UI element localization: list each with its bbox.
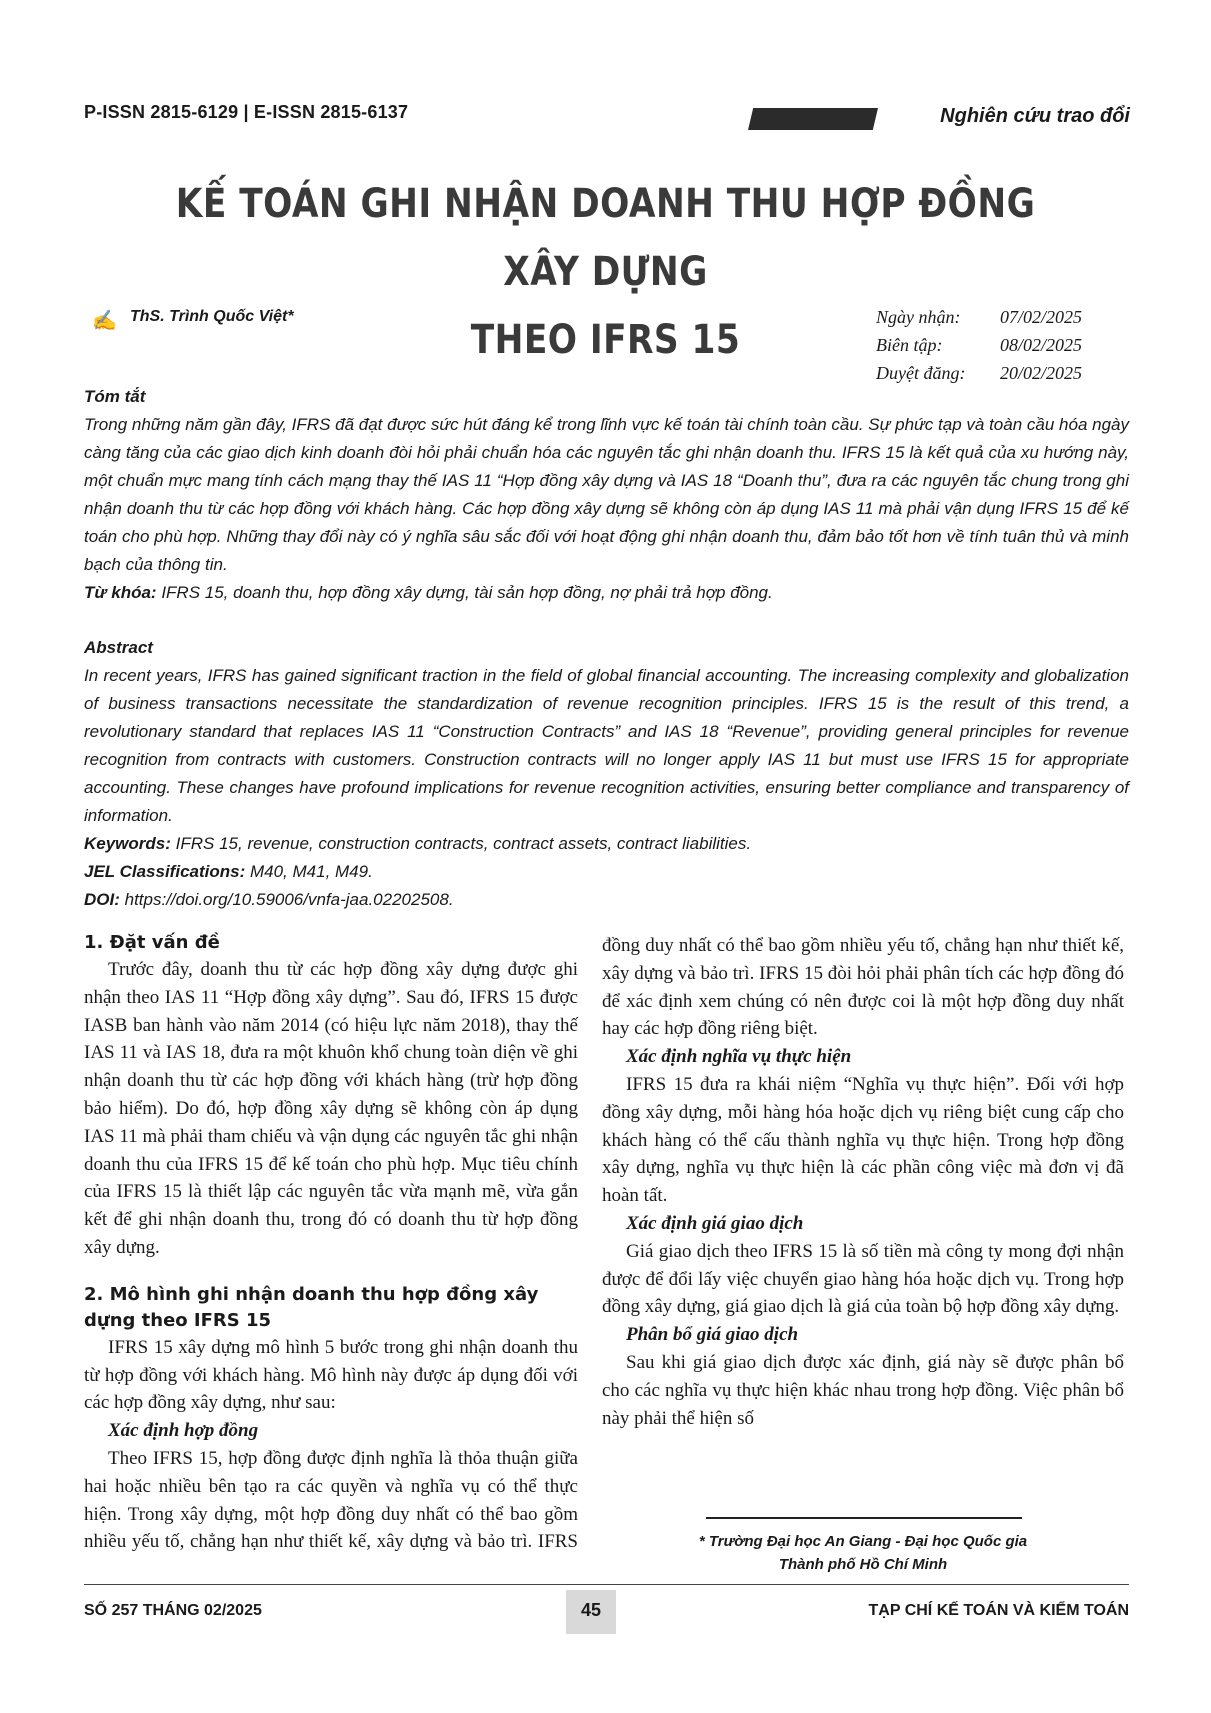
section-label: Nghiên cứu trao đổi <box>940 105 1130 127</box>
section-2-heading: 2. Mô hình ghi nhận doanh thu hợp đồng xây dựng theo IFRS 15 <box>84 1283 539 1331</box>
summary-section <box>84 383 1129 607</box>
doi-link[interactable]: https://doi.org/10.59006/vnfa-jaa.02202508. <box>124 890 454 909</box>
footnote-rule <box>706 1517 1022 1519</box>
body-column-left <box>84 930 578 1556</box>
title-line-2: THEO IFRS 15 <box>470 317 741 363</box>
summary-keywords: Từ khóa: IFRS 15, doanh thu, hợp đồng xây dựng, tài sản hợp đồng, nợ phải trả hợp đồng. <box>84 583 773 602</box>
issue-number: SỐ 257 THÁNG 02/2025 <box>84 1602 262 1619</box>
date-received: Ngày nhận: 07/02/2025 <box>876 307 1083 327</box>
paragraph-contract-continued: đồng duy nhất có thể bao gồm nhiều yếu tố, chẳng hạn như thiết kế, xây dựng và bảo trì. IFRS 15 đòi hỏi phải phân tích các hợp đồng đó để xác định xem chúng có nên được coi là một hợp đồng duy nhất hay các hợp đồng riêng biệt. <box>602 935 1124 1040</box>
subheading-performance-obligations: Xác định nghĩa vụ thực hiện <box>626 1046 852 1068</box>
abstract-heading: Abstract <box>84 638 153 657</box>
abstract-text: In recent years, IFRS has gained significant traction in the field of global financial accounting. The increasing complexity and globalization of business transactions necessitate the standardization of revenue recognition principles. IFRS 15 is the result of this trend, a revolutionary standard that replaces IAS 11 “Construction Contracts” and IAS 18 “Revenue”, providing general principles for revenue recognition from contracts with customers. Construction contracts will no longer apply IAS 11 but must use IFRS 15 for appropriate accounting. These changes have profound implications for revenue recognition activities, ensuring better compliance and transparency of information. <box>84 666 1129 825</box>
summary-text: Trong những năm gần đây, IFRS đã đạt được sức hút đáng kể trong lĩnh vực kế toán tài chính toàn cầu. Sự phức tạp và toàn cầu hóa ngày càng tăng của các giao dịch kinh doanh đòi hỏi phải chuẩn hóa các nguyên tắc ghi nhận doanh thu. IFRS 15 là kết quả của xu hướng này, một chuẩn mực mang tính cách mạng thay thế IAS 11 “Hợp đồng xây dựng và IAS 18 “Doanh thu”, đưa ra các nguyên tắc chung trong ghi nhận doanh thu từ các hợp đồng với khách hàng. Các hợp đồng xây dựng sẽ không còn áp dụng IAS 11 mà phải vận dụng IFRS 15 để kế toán cho phù hợp. Những thay đổi này có ý nghĩa sâu sắc đối với hoạt động ghi nhận doanh thu, đảm bảo tốt hơn về tính tuân thủ và minh bạch của thông tin. <box>84 415 1129 574</box>
subheading-transaction-price: Xác định giá giao dịch <box>626 1212 804 1234</box>
subheading-identify-contract: Xác định hợp đồng <box>108 1420 259 1442</box>
pen-icon: ✍ <box>92 310 117 332</box>
author-name: ThS. Trình Quốc Việt* <box>130 308 294 325</box>
footer-rule <box>84 1584 1129 1585</box>
paragraph-identify-contract: Theo IFRS 15, hợp đồng được định nghĩa là thỏa thuận giữa hai hoặc nhiều bên tạo ra các quyền và nghĩa vụ có thể thực hiện. Trong xây dựng, một hợp đồng duy nhất có thể bao gồm nhiều yếu tố, chẳng hạn như thiết kế, xây dựng và bảo trì. IFRS <box>84 1447 578 1553</box>
date-approved: Duyệt đăng: 20/02/2025 <box>876 363 1083 383</box>
paragraph-transaction-price: Giá giao dịch theo IFRS 15 là số tiền mà công ty mong đợi nhận được để đổi lấy việc chuyển giao hàng hóa hoặc dịch vụ. Trong hợp đồng xây dựng, giá giao dịch là giá của toàn bộ hợp đồng xây dựng. <box>602 1240 1124 1318</box>
header-accent-bar <box>748 108 878 130</box>
subheading-allocate-price: Phân bổ giá giao dịch <box>626 1324 799 1346</box>
jel-classifications: JEL Classifications: M40, M41, M49. <box>84 862 373 881</box>
doi-line: DOI: https://doi.org/10.59006/vnfa-jaa.02202508. <box>84 890 454 909</box>
section-1-paragraph: Trước đây, doanh thu từ các hợp đồng xây dựng được ghi nhận theo IAS 11 “Hợp đồng xây dựng”. Sau đó, IFRS 15 được IASB ban hành vào năm 2014 (có hiệu lực năm 2018), thay thế IAS 11 và IAS 18, đưa ra một khuôn khổ chung toàn diện về ghi nhận doanh thu từ các hợp đồng với khách hàng (trừ hợp đồng bảo hiểm). Do đó, hợp đồng xây dựng sẽ không còn áp dụng IAS 11 mà phải tham chiếu và vận dụng các nguyên tắc ghi nhận doanh thu của IFRS 15 để kế toán cho phù hợp. Mục tiêu chính của IFRS 15 là thiết lập các nguyên tắc vừa mạnh mẽ, vừa gắn kết để ghi nhận doanh thu, trong đó có doanh thu từ hợp đồng xây dựng. <box>84 959 578 1258</box>
author-affiliation-footnote: * Trường Đại học An Giang - Đại học Quốc gia Thành phố Hồ Chí Minh <box>698 1533 1028 1573</box>
article-dates <box>876 303 1082 387</box>
paragraph-allocate-price: Sau khi giá giao dịch được xác định, giá này sẽ được phân bổ cho các nghĩa vụ thực hiện khác nhau trong hợp đồng. Việc phân bổ này phải thể hiện số <box>602 1351 1124 1429</box>
summary-heading: Tóm tắt <box>84 387 146 406</box>
abstract-keywords: Keywords: IFRS 15, revenue, construction contracts, contract assets, contract liabilities. <box>84 834 752 853</box>
journal-name: TẠP CHÍ KẾ TOÁN VÀ KIỂM TOÁN <box>868 1602 1129 1619</box>
paragraph-performance-obligations: IFRS 15 đưa ra khái niệm “Nghĩa vụ thực hiện”. Đối với hợp đồng xây dựng, mỗi hàng hóa hoặc dịch vụ riêng biệt cung cấp cho khách hàng có thể cấu thành nghĩa vụ thực hiện. Trong hợp đồng xây dựng, nghĩa vụ thực hiện là các phần công việc mà đơn vị đã hoàn tất. <box>602 1073 1124 1207</box>
section-1-heading: 1. Đặt vấn đề <box>84 932 220 953</box>
date-edited: Biên tập: 08/02/2025 <box>876 335 1083 355</box>
issn-line: P-ISSN 2815-6129 | E-ISSN 2815-6137 <box>84 102 409 122</box>
page-number: 45 <box>580 1600 602 1620</box>
abstract-section <box>84 634 1129 914</box>
title-line-1: KẾ TOÁN GHI NHẬN DOANH THU HỢP ĐỒNG XÂY DỰNG <box>175 181 1036 295</box>
body-column-right <box>602 932 1124 1432</box>
section-2-paragraph: IFRS 15 xây dựng mô hình 5 bước trong ghi nhận doanh thu từ hợp đồng với khách hàng. Mô hình này được áp dụng đối với các hợp đồng xây dựng, như sau: <box>84 1336 578 1414</box>
